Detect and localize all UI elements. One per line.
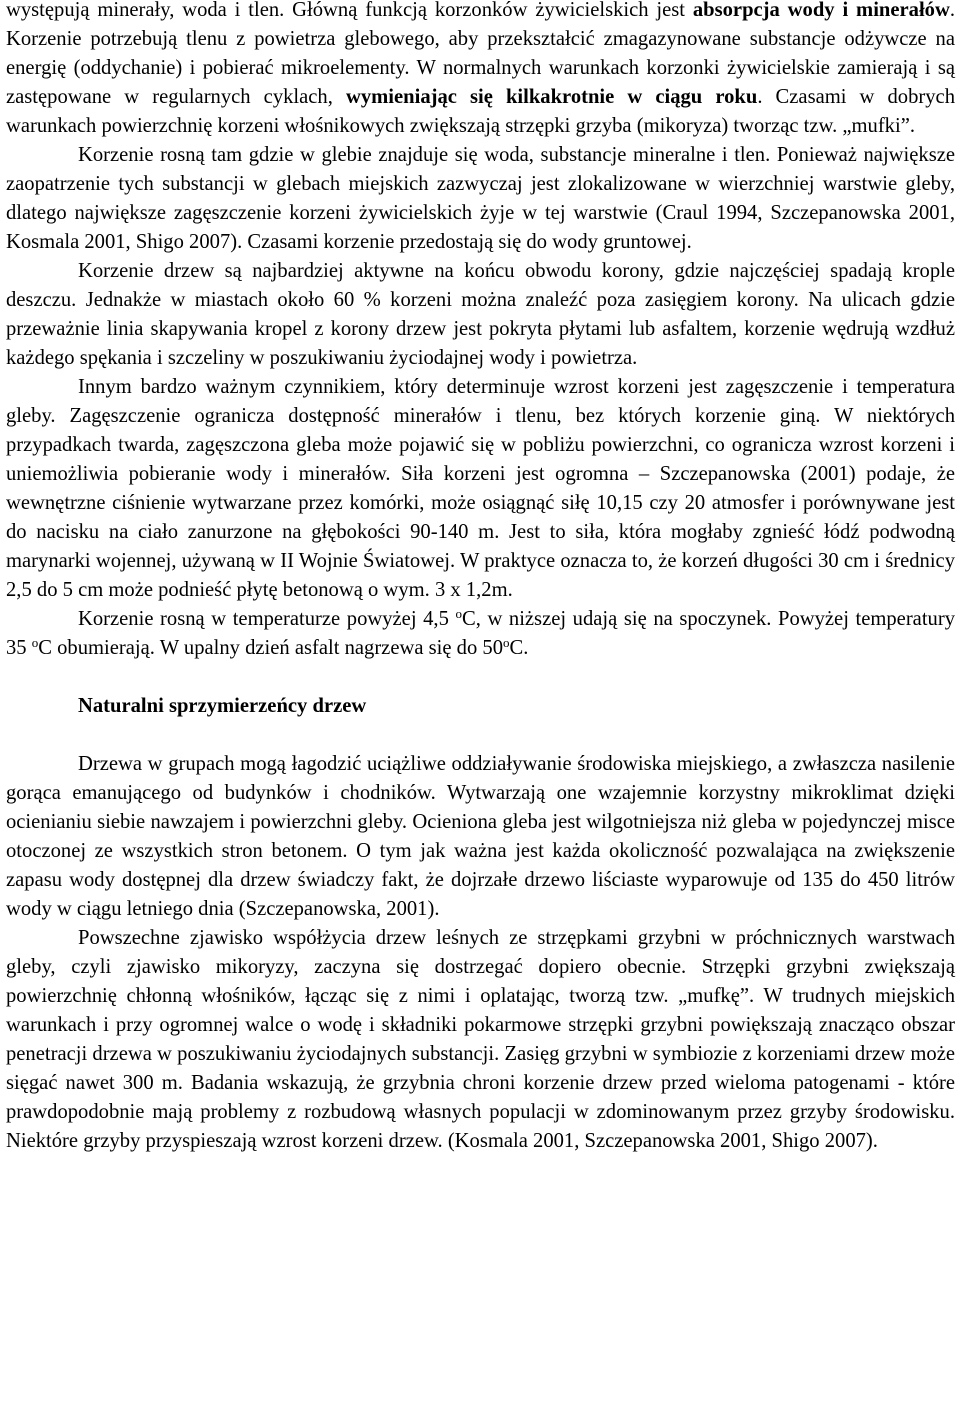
text-run: C.: [509, 637, 529, 659]
degree-superscript: o: [455, 606, 462, 621]
text-run: . Korzenie potrzebują tlenu z powietrza glebowego, aby przekształcić zmagazynowane substancje odżywcze na energię (oddychanie) i pobierać mikroelementy. W normalnych warunkach korzonki żywicielskie zamierają i są zastępowane w regularnych cyklach,: [6, 0, 955, 108]
paragraph-temperature: [6, 605, 955, 663]
paragraph-tree-groups: Drzewa w grupach mogą łagodzić uciążliwe oddziaływanie środowiska miejskiego, a zwłaszcza nasilenie gorąca emanującego od budynków i chodników. Wytwarzają one wzajemnie korzystny mikroklimat dzięki ocienianiu siebie nawzajem i powierzchni gleby. Ocieniona gleba jest wilgotniejsza niż gleba w pojedynczej misce otoczonej ze wszystkich stron betonem. O tym jak ważna jest każda okoliczność pozwalająca na zwiększenie zapasu wody dostępnej dla drzew świadczy fakt, że dojrzałe drzewo liściaste wyparowuje od 135 do 450 litrów wody w ciągu letniego dnia (Szczepanowska, 2001).: [6, 753, 955, 920]
paragraph-roots-activity: Korzenie drzew są najbardziej aktywne na końcu obwodu korony, gdzie najczęściej spadają krople deszczu. Jednakże w miastach około 60 % korzeni można znaleźć poza zasięgiem korony. Na ulicach gdzie przeważnie linia skapywania kropel z korony drzew jest pokryta płytami lub asfaltem, korzenie wędrują wzdłuż każdego spękania i szczeliny w poszukiwaniu życiodajnej wody i powietrza.: [6, 260, 955, 369]
paragraph-roots-growth: Korzenie rosną tam gdzie w glebie znajduje się woda, substancje mineralne i tlen. Ponieważ największe zaopatrzenie tych substancji w glebach miejskich zazwyczaj jest zlokalizowane w wierzchniej warstwie gleby, dlatego największe zagęszczenie korzeni żywicielskich żyje w tej warstwie (Craul 1994, Szczepanowska 2001, Kosmala 2001, Shigo 2007). Czasami korzenie przedostają się do wody gruntowej.: [6, 144, 955, 253]
degree-superscript: o: [503, 635, 510, 650]
text-run: występują minerały, woda i tlen. Główną funkcją korzonków żywicielskich jest: [6, 0, 693, 21]
text-run: C obumierają. W upalny dzień asfalt nagrzewa się do 50: [38, 637, 503, 659]
paragraph-soil-compaction: Innym bardzo ważnym czynnikiem, który determinuje wzrost korzeni jest zagęszczenie i temperatura gleby. Zagęszczenie ogranicza dostępność minerałów i tlenu, bez których korzenie giną. W niektórych przypadkach twarda, zagęszczona gleba może pojawić się w pobliżu powierzchni, co ogranicza wzrost korzeni i uniemożliwia pobieranie wody i minerałów. Siła korzeni jest ogromna – Szczepanowska (2001) podaje, że wewnętrzne ciśnienie wytwarzane przez komórki, może osiągnąć siłę 10,15 czy 20 atmosfer i porównywane jest do nacisku na ciało zanurzone na głębokości 90-140 m. Jest to siła, która mogłaby zgnieść łódź podwodną marynarki wojennej, używaną w II Wojnie Światowej. W praktyce oznacza to, że korzeń długości 30 cm i średnicy 2,5 do 5 cm może podnieść płytę betonową o wym. 3 x 1,2m.: [6, 376, 955, 601]
text-run: Korzenie rosną w temperaturze powyżej 4,5: [78, 608, 456, 630]
degree-superscript: o: [31, 635, 39, 650]
document-page: [6, 0, 955, 1156]
paragraph-roots-function: [6, 0, 955, 141]
section-heading: Naturalni sprzymierzeńcy drzew: [78, 695, 367, 717]
text-run: C, w niższej udają się na spoczynek. Powyżej temperatury 35: [6, 608, 955, 659]
bold-run: wymieniając się kilkakrotnie w ciągu roku: [345, 86, 758, 108]
paragraph-mycorrhiza: Powszechne zjawisko współżycia drzew leśnych ze strzępkami grzybni w próchnicznych warstwach gleby, czyli zjawisko mikoryzy, zaczyna się dostrzegać dopiero obecnie. Strzępki grzybni zwiększają powierzchnię chłonną włośników, łącząc się z nimi i oplatając, tworzą tzw. „mufkę”. W trudnych miejskich warunkach i przy ogromnej walce o wodę i składniki pokarmowe strzępki grzybni powiększają znacząco obszar penetracji drzewa w poszukiwaniu życiodajnych substancji. Zasięg grzybni w symbiozie z korzeniami drzew może sięgać nawet 300 m. Badania wskazują, że grzybnia chroni korzenie drzew przed wieloma patogenami - które prawdopodobnie mają problemy z rozbudową własnych populacji w zdominowanym przez grzyby środowisku. Niektóre grzyby przyspieszają wzrost korzeni drzew. (Kosmala 2001, Szczepanowska 2001, Shigo 2007).: [6, 927, 955, 1152]
text-run: . Czasami w dobrych warunkach powierzchnię korzeni włośnikowych zwiększają strzępki grzyba (mikoryza) tworząc tzw. „mufki”.: [6, 86, 955, 137]
bold-run: absorpcja wody i minerałów: [692, 0, 950, 21]
